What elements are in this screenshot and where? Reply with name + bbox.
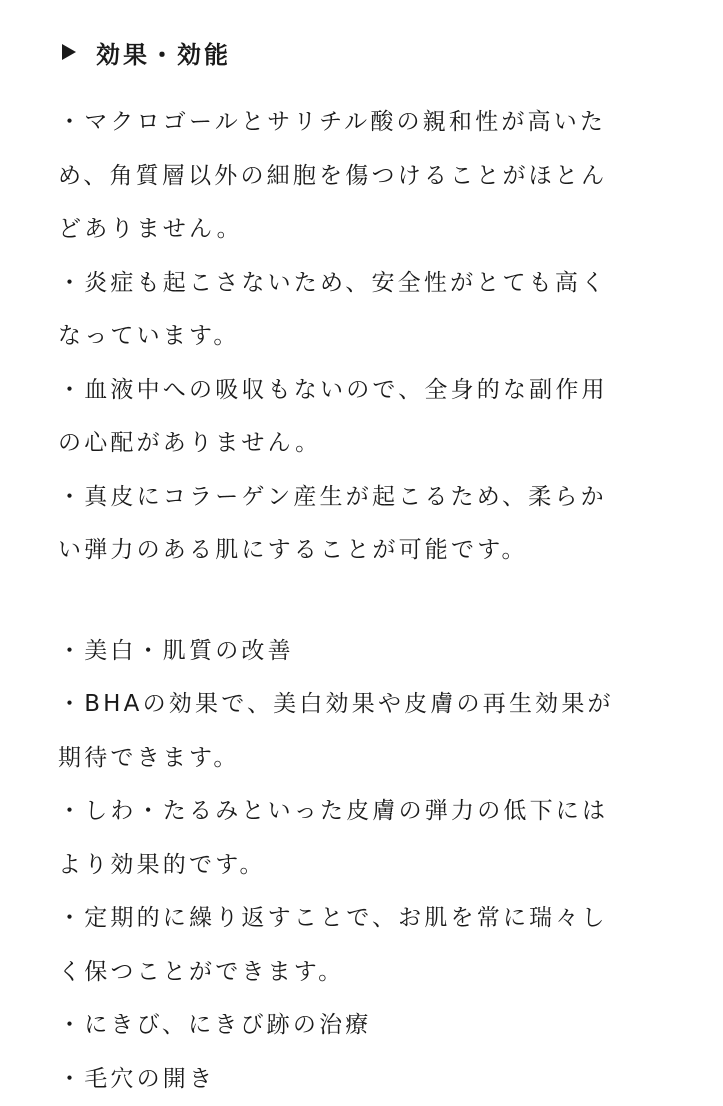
text-line: なっています。 xyxy=(58,310,667,364)
text-line: 期待できます。 xyxy=(58,732,667,786)
text-line: ・美白・肌質の改善 xyxy=(58,625,667,679)
text-line: ・定期的に繰り返すことで、お肌を常に瑞々し xyxy=(58,892,667,946)
text-line: ・真皮にコラーゲン産生が起こるため、柔らか xyxy=(58,471,667,525)
text-line: め、角質層以外の細胞を傷つけることがほとん xyxy=(58,150,667,204)
text-line: ・マクロゴールとサリチル酸の親和性が高いた xyxy=(58,96,667,150)
section-heading xyxy=(58,30,667,74)
paragraph-group-1 xyxy=(58,96,667,578)
text-line: い弾力のある肌にすることが可能です。 xyxy=(58,524,667,578)
text-line: ・にきび、にきび跡の治療 xyxy=(58,999,667,1053)
triangle-bullet-icon xyxy=(62,44,76,60)
section-title: 効果・効能 xyxy=(96,35,231,70)
text-line: より効果的です。 xyxy=(58,839,667,893)
text-line: ・炎症も起こさないため、安全性がとても高く xyxy=(58,257,667,311)
paragraph-group-2 xyxy=(58,625,667,1106)
text-line: ・しわ・たるみといった皮膚の弾力の低下には xyxy=(58,785,667,839)
text-line: の心配がありません。 xyxy=(58,417,667,471)
text-line: く保つことができます。 xyxy=(58,946,667,1000)
text-line: ・毛穴の開き xyxy=(58,1053,667,1106)
text-line: ・血液中への吸収もないので、全身的な副作用 xyxy=(58,364,667,418)
text-line: ・BHAの効果で、美白効果や皮膚の再生効果が xyxy=(58,678,667,732)
text-line: どありません。 xyxy=(58,203,667,257)
paragraph-spacer xyxy=(58,578,667,625)
